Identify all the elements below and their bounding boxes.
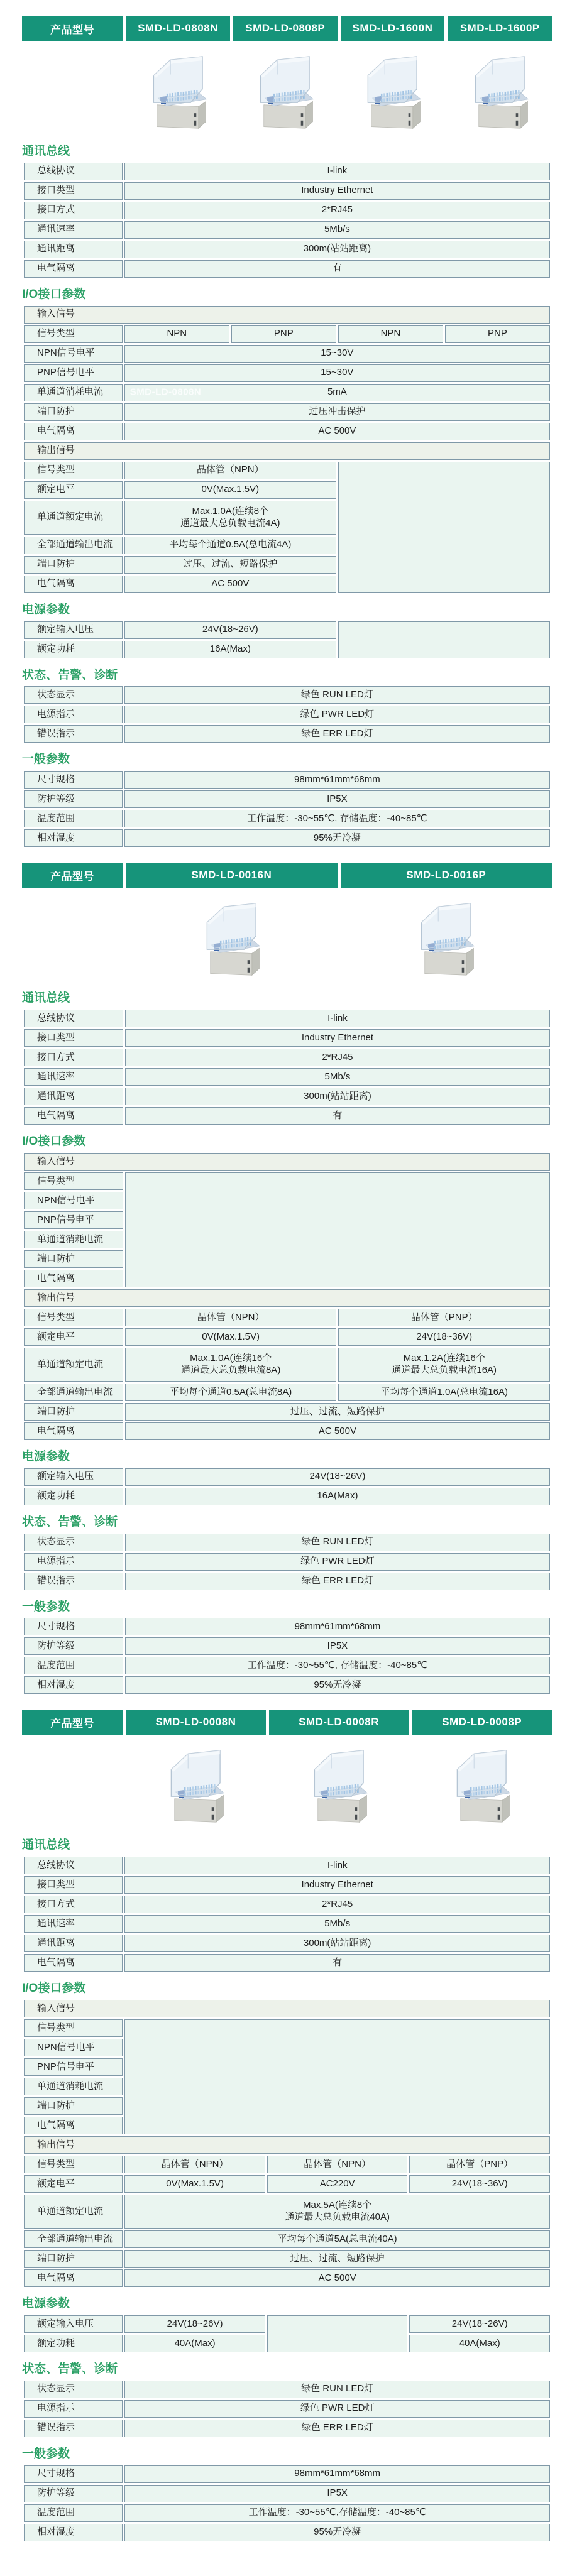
spec-label: 电源指示 — [24, 2400, 123, 2418]
spec-value: 300m(站站距离) — [124, 241, 550, 258]
spec-label: 接口类型 — [24, 182, 123, 200]
spec-label: 通讯距离 — [24, 1088, 123, 1105]
product-section-1 — [22, 16, 552, 849]
spec-label: 总线协议 — [24, 1010, 123, 1027]
spec-value — [338, 621, 550, 658]
product-image — [438, 1744, 522, 1830]
spec-label: 尺寸规格 — [24, 771, 123, 789]
spec-label: 额定功耗 — [24, 641, 123, 658]
spec-value: 15~30V — [124, 345, 550, 363]
spec-label: 端口防护 — [24, 2250, 123, 2268]
spec-label: 温度范围 — [24, 1657, 123, 1674]
model-header-label: 产品型号 — [22, 1710, 123, 1735]
spec-value: 5Mb/s — [124, 1915, 550, 1933]
spec-value: 晶体管（NPN） — [267, 2156, 408, 2173]
spec-value: 40A(Max) — [409, 2335, 550, 2352]
spec-value: 98mm*61mm*68mm — [124, 771, 550, 789]
spec-label: 信号类型 — [24, 1172, 123, 1190]
subsection-header: 输出信号 — [24, 2136, 550, 2154]
spec-value: 平均每个通道0.5A(总电流8A) — [125, 1384, 337, 1401]
spec-value: I-link — [124, 1857, 550, 1874]
group-title-power: 电源参数 — [22, 1449, 70, 1463]
spec-value: PNP — [231, 325, 336, 343]
group-title-comm: 通讯总线 — [22, 991, 70, 1005]
spec-value: 工作温度：-30~55℃, 存储温度：-40~85℃ — [125, 1657, 550, 1674]
spec-label: 单通道消耗电流 — [24, 384, 123, 401]
spec-label: 电气隔离 — [24, 2117, 123, 2134]
spec-label: 全部通道输出电流 — [24, 2230, 123, 2248]
group-title-general: 一般参数 — [22, 1600, 70, 1613]
spec-label: 接口方式 — [24, 202, 123, 219]
spec-label: 相对湿度 — [24, 829, 123, 847]
spec-label: 信号类型 — [24, 2156, 123, 2173]
model-header-label: 产品型号 — [22, 863, 123, 888]
spec-value: 有 — [124, 260, 550, 278]
subsection-header: 输入信号 — [24, 306, 550, 324]
spec-value: 过压冲击保护 — [124, 403, 550, 421]
spec-label: 电气隔离 — [24, 1270, 123, 1287]
spec-value: 绿色 ERR LED灯 — [124, 2420, 550, 2437]
spec-label: 电源指示 — [24, 1553, 123, 1571]
group-title-comm: 通讯总线 — [22, 145, 70, 158]
spec-value: 98mm*61mm*68mm — [125, 1618, 550, 1635]
spec-value: 40A(Max) — [124, 2335, 265, 2352]
spec-table-comm — [22, 1008, 552, 1127]
spec-value: 晶体管（NPN） — [124, 462, 336, 479]
spec-table-power — [22, 2313, 552, 2354]
spec-label: 端口防护 — [24, 556, 123, 574]
product-image-slot — [409, 1744, 552, 1830]
spec-value: 300m(站站距离) — [124, 1935, 550, 1952]
spec-value: 晶体管（NPN） — [125, 1309, 337, 1326]
spec-value: 95%无冷凝 — [124, 829, 550, 847]
spec-value: 5mA SMD-LD-0808N — [124, 384, 550, 401]
spec-label: 接口方式 — [24, 1896, 123, 1913]
product-image-slot — [444, 50, 552, 136]
subsection-header: 输入信号 — [24, 2000, 550, 2017]
spec-value: I-link — [124, 163, 550, 180]
spec-value: AC 500V — [124, 423, 550, 440]
spec-label: 额定电平 — [24, 2175, 123, 2193]
spec-value: 16A(Max) — [125, 1488, 550, 1505]
spec-table-io — [22, 1151, 552, 1442]
spec-value — [338, 462, 550, 593]
spec-label: 额定功耗 — [24, 2335, 123, 2352]
group-title-power: 电源参数 — [22, 2297, 70, 2311]
spec-label: NPN信号电平 — [24, 2039, 123, 2056]
spec-table-general — [22, 2464, 552, 2543]
spec-value: 15~30V — [124, 364, 550, 382]
spec-value — [124, 2019, 550, 2134]
spec-value: 5Mb/s — [125, 1068, 550, 1086]
spec-value: 5Mb/s — [124, 221, 550, 239]
spec-label: 温度范围 — [24, 2504, 123, 2522]
product-image-slot — [338, 897, 552, 983]
spec-table-status — [22, 684, 552, 745]
spec-value: AC220V — [267, 2175, 408, 2193]
spec-value: Max.1.2A(连续16个 通道最大总负载电流16A) — [338, 1348, 550, 1382]
spec-value: 24V(18~36V) — [409, 2175, 550, 2193]
spec-label: 总线协议 — [24, 1857, 123, 1874]
spec-value: 95%无冷凝 — [124, 2524, 550, 2541]
spec-table-comm — [22, 161, 552, 280]
model-name: SMD-LD-1600N — [341, 16, 445, 41]
spec-value: AC 500V — [124, 2269, 550, 2287]
spec-value: 24V(18~26V) — [125, 1468, 550, 1486]
spec-value: NPN — [338, 325, 443, 343]
spec-label: 端口防护 — [24, 1403, 123, 1421]
spec-label: 电气隔离 — [24, 1107, 123, 1125]
spec-table-status — [22, 2379, 552, 2439]
spec-value: 过压、过流、短路保护 — [124, 556, 336, 574]
spec-label: 电气隔离 — [24, 1422, 123, 1440]
spec-value: 过压、过流、短路保护 — [125, 1403, 550, 1421]
spec-value: 工作温度：-30~55℃,存储温度：-40~85℃ — [124, 2504, 550, 2522]
spec-value: 绿色 ERR LED灯 — [125, 1573, 550, 1590]
spec-label: 通讯距离 — [24, 1935, 123, 1952]
spec-label: PNP信号电平 — [24, 364, 123, 382]
spec-value: 晶体管（NPN） — [124, 2156, 265, 2173]
product-image-slot — [338, 50, 445, 136]
spec-label: 错误指示 — [24, 2420, 123, 2437]
spec-label: 电源指示 — [24, 706, 123, 723]
spec-value: AC 500V — [124, 576, 336, 593]
spec-value: 工作温度：-30~55℃, 存储温度：-40~85℃ — [124, 810, 550, 827]
spec-value: IP5X — [125, 1637, 550, 1655]
model-header-row — [22, 863, 552, 888]
product-images-row — [22, 1738, 552, 1830]
subsection-header: 输出信号 — [24, 442, 550, 460]
product-image — [349, 50, 433, 136]
spec-label: 状态显示 — [24, 686, 123, 704]
spec-label: 端口防护 — [24, 2097, 123, 2115]
spec-label: 相对湿度 — [24, 2524, 123, 2541]
group-title-comm: 通讯总线 — [22, 1838, 70, 1852]
product-image — [135, 50, 219, 136]
spec-label: 信号类型 — [24, 2019, 123, 2037]
spec-label: 额定输入电压 — [24, 1468, 123, 1486]
group-title-general: 一般参数 — [22, 2447, 70, 2460]
spec-label: 电气隔离 — [24, 1954, 123, 1972]
sections-container — [22, 16, 552, 2543]
spec-value: I-link — [125, 1010, 550, 1027]
spec-label: 信号类型 — [24, 1309, 123, 1326]
spec-label: 电气隔离 — [24, 260, 123, 278]
spec-value: 绿色 RUN LED灯 — [124, 2381, 550, 2398]
spec-value: 绿色 RUN LED灯 — [124, 686, 550, 704]
spec-value: 平均每个通道5A(总电流40A) — [124, 2230, 550, 2248]
spec-value: 晶体管（PNP） — [409, 2156, 550, 2173]
product-image — [295, 1744, 380, 1830]
spec-label: 通讯速率 — [24, 1915, 123, 1933]
spec-value: 2*RJ45 — [125, 1049, 550, 1066]
group-title-status: 状态、告警、诊断 — [22, 668, 118, 682]
spec-label: 电气隔离 — [24, 2269, 123, 2287]
spec-table-io — [22, 1998, 552, 2289]
product-image — [152, 1744, 236, 1830]
spec-value: AC 500V — [125, 1422, 550, 1440]
spec-label: 额定输入电压 — [24, 621, 123, 639]
spec-label: PNP信号电平 — [24, 1211, 123, 1229]
spec-label: 单通道消耗电流 — [24, 2078, 123, 2095]
product-image-slot — [123, 50, 230, 136]
spec-value: 24V(18~26V) — [124, 2315, 265, 2333]
spec-value: 绿色 PWR LED灯 — [124, 2400, 550, 2418]
spec-value: IP5X — [124, 2485, 550, 2502]
product-image — [402, 897, 487, 983]
spec-value: Industry Ethernet — [125, 1029, 550, 1047]
product-image — [241, 50, 326, 136]
spec-label: 状态显示 — [24, 2381, 123, 2398]
model-header-row — [22, 16, 552, 41]
spec-label: 尺寸规格 — [24, 1618, 123, 1635]
spec-label: 尺寸规格 — [24, 2465, 123, 2483]
spec-label: 额定电平 — [24, 481, 123, 499]
product-section-3 — [22, 1710, 552, 2543]
model-name: SMD-LD-0808N — [126, 16, 230, 41]
group-title-status: 状态、告警、诊断 — [22, 1515, 118, 1529]
spec-label: 防护等级 — [24, 2485, 123, 2502]
spec-value — [267, 2315, 408, 2352]
spec-label: 防护等级 — [24, 1637, 123, 1655]
spec-label: 单通道消耗电流 — [24, 1231, 123, 1248]
model-header-row — [22, 1710, 552, 1735]
spec-label: 通讯速率 — [24, 1068, 123, 1086]
product-image-slot — [123, 897, 337, 983]
group-title-status: 状态、告警、诊断 — [22, 2362, 118, 2376]
spec-label: 单通道额定电流 — [24, 2195, 123, 2229]
spec-label: 电气隔离 — [24, 423, 123, 440]
product-image — [456, 50, 541, 136]
model-header-label: 产品型号 — [22, 16, 123, 41]
model-name: SMD-LD-0016N — [126, 863, 337, 888]
spec-label: 额定功耗 — [24, 1488, 123, 1505]
spec-value: 0V(Max.1.5V) — [124, 2175, 265, 2193]
subsection-header: 输入信号 — [24, 1153, 550, 1171]
spec-label: 通讯距离 — [24, 241, 123, 258]
model-name: SMD-LD-0016P — [341, 863, 552, 888]
group-title-general: 一般参数 — [22, 753, 70, 767]
spec-label: 温度范围 — [24, 810, 123, 827]
spec-label: 全部通道输出电流 — [24, 1384, 123, 1401]
spec-value: Industry Ethernet — [124, 182, 550, 200]
spec-label: 额定输入电压 — [24, 2315, 123, 2333]
model-name: SMD-LD-0008R — [269, 1710, 409, 1735]
spec-table-general — [22, 769, 552, 849]
product-image-slot — [230, 50, 338, 136]
spec-value: 有 — [125, 1107, 550, 1125]
spec-label: 通讯速率 — [24, 221, 123, 239]
spec-label: 电气隔离 — [24, 576, 123, 593]
spec-label: 信号类型 — [24, 325, 123, 343]
spec-label: 端口防护 — [24, 403, 123, 421]
spec-table-power — [22, 1466, 552, 1507]
spec-label: 错误指示 — [24, 725, 123, 743]
spec-label: 错误指示 — [24, 1573, 123, 1590]
spec-value: Industry Ethernet — [124, 1876, 550, 1894]
spec-value: 0V(Max.1.5V) — [124, 481, 336, 499]
spec-label: NPN信号电平 — [24, 1192, 123, 1209]
spec-value: 95%无冷凝 — [125, 1676, 550, 1694]
spec-value: 98mm*61mm*68mm — [124, 2465, 550, 2483]
spec-label: 防护等级 — [24, 790, 123, 808]
spec-value: 24V(18~36V) — [338, 1328, 550, 1346]
group-title-io: I/O接口参数 — [22, 287, 86, 301]
watermark-text: SMD-LD-0808N — [129, 386, 202, 398]
product-image — [188, 897, 272, 983]
spec-value: NPN — [124, 325, 229, 343]
spec-table-io — [22, 304, 552, 595]
spec-label: 总线协议 — [24, 163, 123, 180]
spec-value: Max.5A(连续8个 通道最大总负载电流40A) — [124, 2195, 550, 2229]
spec-label: 信号类型 — [24, 462, 123, 479]
spec-value — [125, 1172, 550, 1287]
product-image-slot — [123, 1744, 266, 1830]
model-name: SMD-LD-0008P — [412, 1710, 552, 1735]
spec-value: 过压、过流、短路保护 — [124, 2250, 550, 2268]
spec-label: PNP信号电平 — [24, 2058, 123, 2076]
spec-value: 绿色 PWR LED灯 — [124, 706, 550, 723]
spec-value: Max.1.0A(连续16个 通道最大总负载电流8A) — [125, 1348, 337, 1382]
spec-value: PNP — [445, 325, 550, 343]
product-section-2 — [22, 863, 552, 1696]
spec-label: NPN信号电平 — [24, 345, 123, 363]
spec-label: 接口方式 — [24, 1049, 123, 1066]
subsection-header: 输出信号 — [24, 1289, 550, 1307]
spec-value: 绿色 PWR LED灯 — [125, 1553, 550, 1571]
spec-label: 端口防护 — [24, 1250, 123, 1268]
model-name: SMD-LD-0808P — [233, 16, 338, 41]
spec-table-comm — [22, 1855, 552, 1973]
spec-value: 绿色 RUN LED灯 — [125, 1534, 550, 1551]
spec-label: 单通道额定电流 — [24, 1348, 123, 1382]
spec-label: 全部通道输出电流 — [24, 537, 123, 554]
spec-value: 2*RJ45 — [124, 1896, 550, 1913]
spec-label: 状态显示 — [24, 1534, 123, 1551]
product-images-row — [22, 45, 552, 136]
spec-label: 相对湿度 — [24, 1676, 123, 1694]
spec-value: 平均每个通道0.5A(总电流4A) — [124, 537, 336, 554]
spec-value: 0V(Max.1.5V) — [125, 1328, 337, 1346]
spec-value: 平均每个通道1.0A(总电流16A) — [338, 1384, 550, 1401]
model-name: SMD-LD-0008N — [126, 1710, 266, 1735]
product-images-row — [22, 892, 552, 983]
spec-label: 额定电平 — [24, 1328, 123, 1346]
spec-value: 晶体管（PNP） — [338, 1309, 550, 1326]
group-title-power: 电源参数 — [22, 603, 70, 616]
group-title-io: I/O接口参数 — [22, 1135, 86, 1149]
spec-value: 24V(18~26V) — [124, 621, 336, 639]
product-image-slot — [266, 1744, 409, 1830]
spec-value: Max.1.0A(连续8个 通道最大总负载电流4A) — [124, 501, 336, 535]
spec-value: 16A(Max) — [124, 641, 336, 658]
spec-label: 接口类型 — [24, 1029, 123, 1047]
spec-value: IP5X — [124, 790, 550, 808]
spec-table-general — [22, 1616, 552, 1696]
spec-table-status — [22, 1532, 552, 1592]
spec-value: 24V(18~26V) — [409, 2315, 550, 2333]
group-title-io: I/O接口参数 — [22, 1982, 86, 1995]
spec-value: 300m(站站距离) — [125, 1088, 550, 1105]
model-name: SMD-LD-1600P — [448, 16, 552, 41]
spec-value: 有 — [124, 1954, 550, 1972]
spec-label: 单通道额定电流 — [24, 501, 123, 535]
spec-value: 绿色 ERR LED灯 — [124, 725, 550, 743]
spec-label: 接口类型 — [24, 1876, 123, 1894]
spec-table-power — [22, 619, 552, 660]
spec-value: 2*RJ45 — [124, 202, 550, 219]
